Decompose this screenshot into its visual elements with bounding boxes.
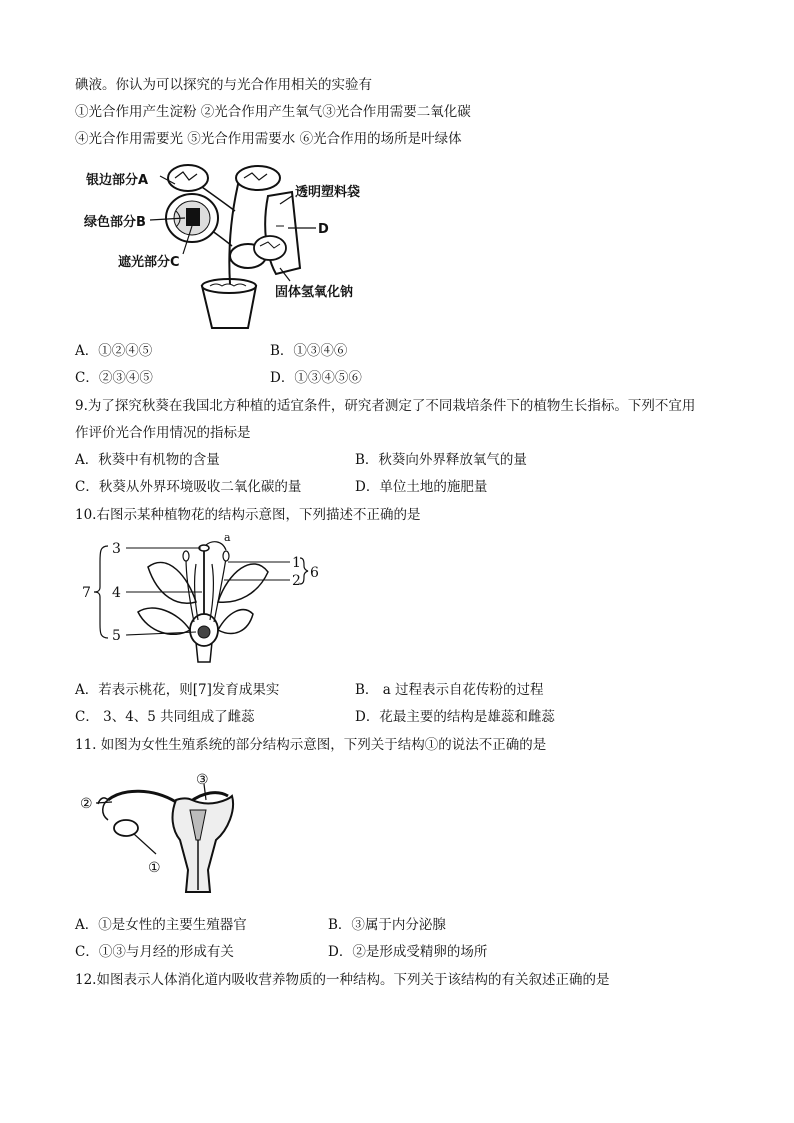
q10-stem: 10.右图示某种植物花的结构示意图，下列描述不正确的是: [75, 507, 421, 523]
q8-option-a[interactable]: A．①②④⑤: [75, 343, 153, 359]
label-plastic-bag: 透明塑料袋: [295, 185, 361, 200]
flower-label-1: 1: [292, 555, 301, 571]
q8-option-d[interactable]: D．①③④⑤⑥: [270, 370, 362, 386]
flower-label-3: 3: [112, 541, 121, 557]
q9-option-b[interactable]: B．秋葵向外界释放氧气的量: [355, 452, 527, 468]
flower-label-7: 7: [82, 585, 91, 601]
label-green-part-b: 绿色部分B: [84, 215, 146, 230]
flower-label-6: 6: [310, 565, 319, 581]
plant-experiment-figure: [80, 156, 380, 336]
repro-label-1: ①: [148, 860, 161, 876]
q8-option-b[interactable]: B．①③④⑥: [270, 343, 348, 359]
q11-option-a[interactable]: A．①是女性的主要生殖器官: [75, 917, 247, 933]
q8-option-c[interactable]: C．②③④⑤: [75, 370, 153, 386]
q9-option-d[interactable]: D．单位土地的施肥量: [355, 479, 488, 495]
q9-option-a[interactable]: A．秋葵中有机物的含量: [75, 452, 220, 468]
q12-stem: 12.如图表示人体消化道内吸收营养物质的一种结构。下列关于该结构的有关叙述正确的是: [75, 972, 610, 988]
repro-label-2: ②: [80, 796, 93, 812]
q9-option-c[interactable]: C．秋葵从外界环境吸收二氧化碳的量: [75, 479, 302, 495]
q11-option-c[interactable]: C．①③与月经的形成有关: [75, 944, 234, 960]
flower-label-4: 4: [112, 585, 121, 601]
repro-label-3: ③: [196, 772, 209, 788]
q10-option-b[interactable]: B． a 过程表示自花传粉的过程: [355, 682, 544, 698]
q8-continuation: 碘液。你认为可以探究的与光合作用相关的实验有: [75, 77, 372, 93]
label-silver-edge-a: 银边部分A: [86, 173, 149, 188]
q11-option-b[interactable]: B．③属于内分泌腺: [328, 917, 446, 933]
flower-label-5: 5: [112, 628, 121, 644]
label-shaded-part-c: 遮光部分C: [118, 255, 180, 270]
q10-option-c[interactable]: C． 3、4、5 共同组成了雌蕊: [75, 709, 255, 725]
q11-stem: 11. 如图为女性生殖系统的部分结构示意图，下列关于结构①的说法不正确的是: [75, 737, 547, 753]
q11-option-d[interactable]: D．②是形成受精卵的场所: [328, 944, 488, 960]
flower-label-a: a: [224, 531, 231, 544]
q8-items-line-1: ①光合作用产生淀粉 ②光合作用产生氧气③光合作用需要二氧化碳: [75, 104, 471, 120]
label-d: D: [318, 222, 329, 237]
q10-option-a[interactable]: A．若表示桃花，则[7]发育成果实: [75, 682, 280, 698]
female-reproductive-figure: [78, 770, 258, 900]
q9-stem-line-1: 9.为了探究秋葵在我国北方种植的适宜条件，研究者测定了不同栽培条件下的植物生长指标。下列不宜用: [75, 398, 696, 414]
flower-label-2: 2: [292, 573, 301, 589]
q8-items-line-2: ④光合作用需要光 ⑤光合作用需要水 ⑥光合作用的场所是叶绿体: [75, 131, 462, 147]
q10-option-d[interactable]: D．花最主要的结构是雄蕊和雌蕊: [355, 709, 555, 725]
label-naoh: 固体氢氧化钠: [275, 285, 354, 300]
q9-stem-line-2: 作评价光合作用情况的指标是: [75, 425, 251, 441]
flower-structure-figure: [78, 532, 338, 672]
